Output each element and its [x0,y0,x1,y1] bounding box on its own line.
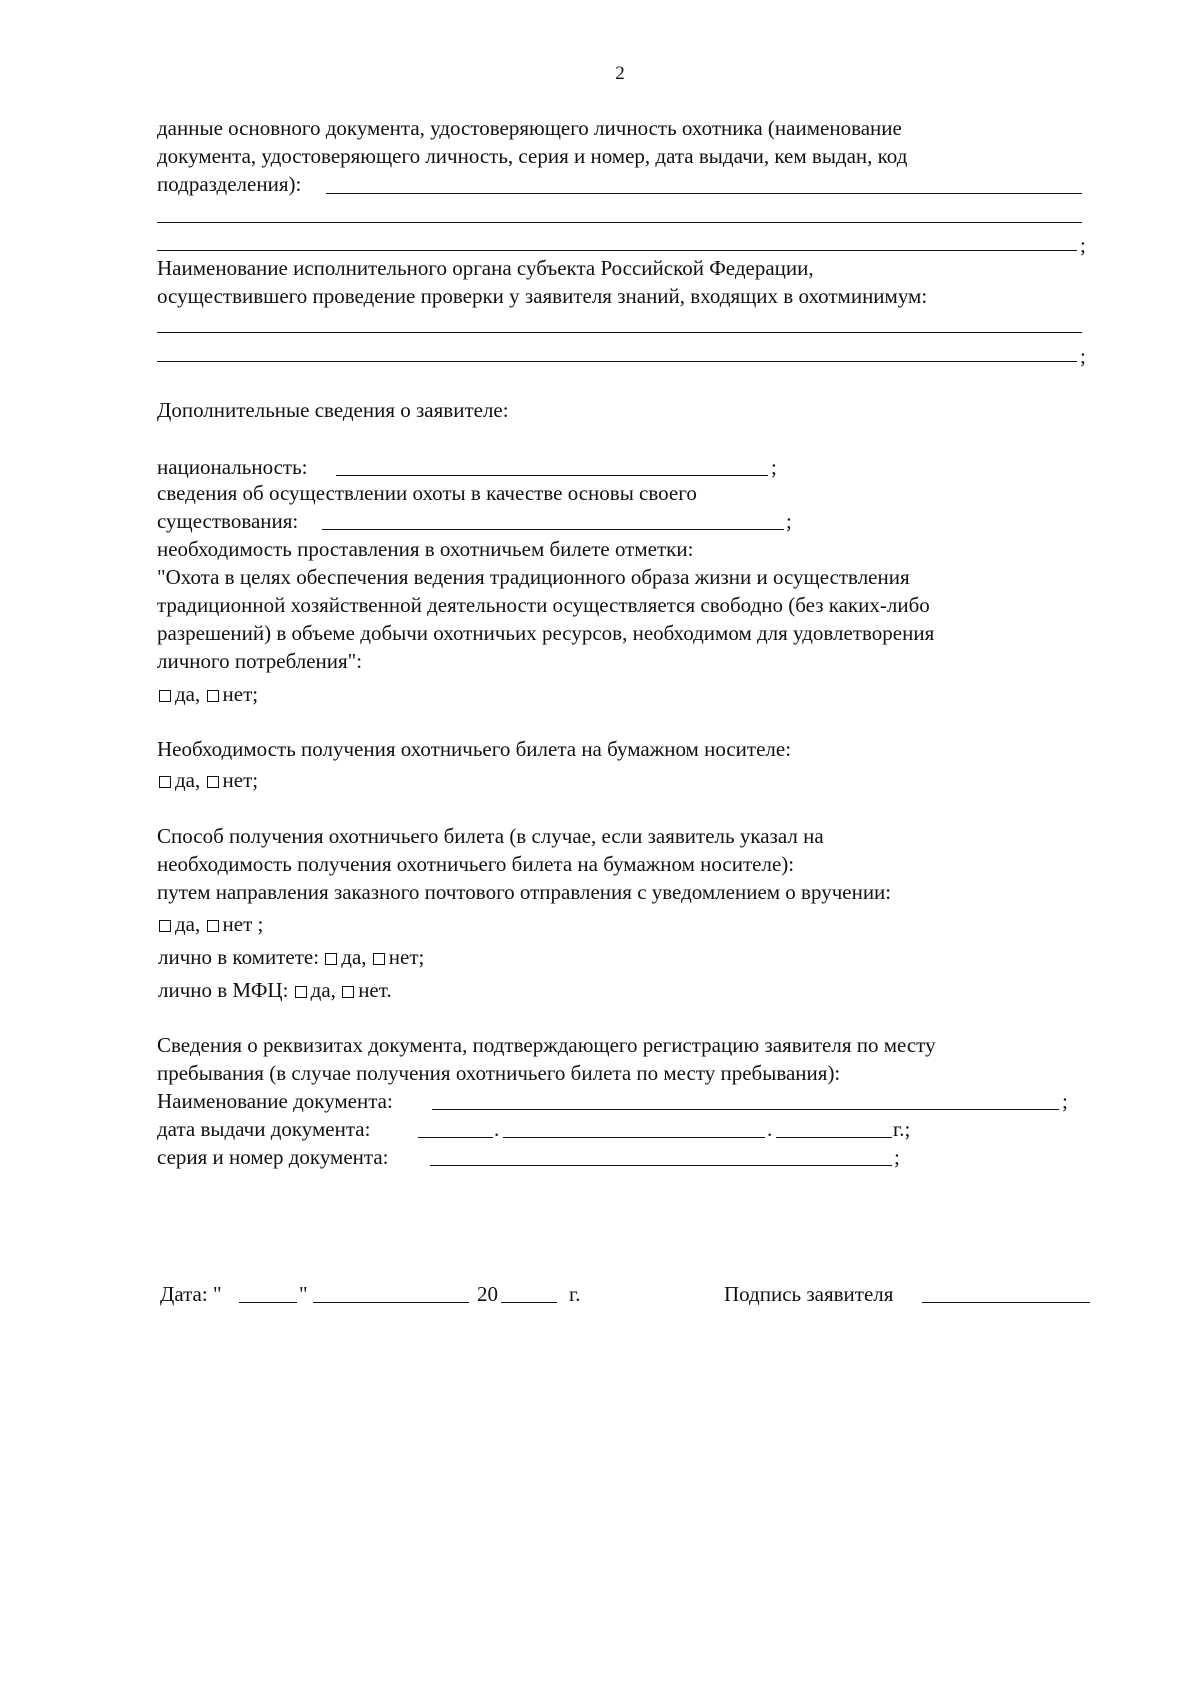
issue-year-fill[interactable] [776,1137,892,1138]
issue-day-fill[interactable] [418,1137,493,1138]
option-yes-label: да, [175,768,201,792]
date-month-fill[interactable] [313,1302,469,1303]
issue-year-suffix: г.; [893,1117,911,1141]
identity-text-line3: подразделения): [157,172,302,196]
organ-fill-line-1[interactable] [157,332,1082,333]
organ-fill-line-2[interactable] [157,361,1077,362]
quote-line2: традиционной хозяйственной деятельности осуществляется свободно (без каких-либо [157,593,930,617]
identity-fill-line-3[interactable] [157,250,1077,251]
checkbox-no[interactable] [207,690,219,702]
option-no-label: нет; [388,945,425,969]
option-no-label: нет ; [222,912,264,936]
identity-semicolon: ; [1080,233,1086,257]
quote-line1: "Охота в целях обеспечения ведения традиционного образа жизни и осуществления [157,565,910,589]
checkbox-yes[interactable] [295,986,307,998]
paper-ticket-label: Необходимость получения охотничьего билета на бумажном носителе: [157,737,792,761]
method-line3: путем направления заказного почтового отправления с уведомлением о вручении: [157,880,892,904]
organ-text-line2: осуществившего проведение проверки у заявителя знаний, входящих в охотминимум: [157,284,928,308]
option-no-label: нет; [222,682,259,706]
option-yes-label: да, [310,978,336,1002]
hunting-basis-line2: существования: [157,509,299,533]
nationality-semicolon: ; [771,455,777,479]
identity-fill-line-1[interactable] [326,193,1082,194]
quote-line4: личного потребления": [157,649,363,673]
option-yes-label: да, [175,912,201,936]
organ-semicolon: ; [1080,344,1086,368]
checkbox-yes[interactable] [159,776,171,788]
registration-line2: пребывания (в случае получения охотничьего билета по месту пребывания): [157,1061,841,1085]
mfc-options [158,976,392,1004]
date-day-fill[interactable] [239,1302,297,1303]
nationality-label: национальность: [157,455,308,479]
mail-options [158,910,263,938]
checkbox-no[interactable] [373,953,385,965]
quote-line3: разрешений) в объеме добычи охотничьих ресурсов, необходимом для удовлетворения [157,621,935,645]
nationality-fill-line[interactable] [336,475,768,476]
checkbox-yes[interactable] [325,953,337,965]
doc-name-semicolon: ; [1062,1089,1068,1113]
checkbox-yes[interactable] [159,690,171,702]
hunting-basis-fill-line[interactable] [322,529,784,530]
checkbox-no[interactable] [207,920,219,932]
registration-line1: Сведения о реквизитах документа, подтверждающего регистрацию заявителя по месту [157,1033,936,1057]
date-label: Дата: " [160,1282,222,1306]
checkbox-no[interactable] [342,986,354,998]
traditional-mark-options [158,680,258,708]
identity-text-line1: данные основного документа, удостоверяющего личность охотника (наименование [157,116,902,140]
committee-options [158,943,424,971]
issue-date-dot-2: . [767,1117,773,1141]
date-close-quote: " [299,1282,308,1306]
series-fill-line[interactable] [430,1165,892,1166]
option-no-label: нет; [222,768,259,792]
date-year-prefix: 20 [477,1282,498,1306]
checkbox-yes[interactable] [159,920,171,932]
date-year-suffix: г. [569,1282,581,1306]
option-no-label: нет. [358,978,392,1002]
series-semicolon: ; [894,1145,900,1169]
issue-date-dot-1: . [494,1117,500,1141]
page-number: 2 [615,63,625,84]
signature-fill-line[interactable] [922,1302,1090,1303]
identity-text-line2: документа, удостоверяющего личность, серия и номер, дата выдачи, кем выдан, код [157,144,908,168]
checkbox-no[interactable] [207,776,219,788]
method-line2: необходимость получения охотничьего билета на бумажном носителе): [157,852,795,876]
committee-label: лично в комитете: [158,945,320,969]
option-yes-label: да, [341,945,367,969]
issue-date-label: дата выдачи документа: [157,1117,371,1141]
issue-month-fill[interactable] [503,1137,765,1138]
identity-fill-line-2[interactable] [157,222,1082,223]
organ-text-line1: Наименование исполнительного органа субъекта Российской Федерации, [157,256,814,280]
mark-label: необходимость проставления в охотничьем билете отметки: [157,537,694,561]
series-label: серия и номер документа: [157,1145,389,1169]
date-year-fill[interactable] [501,1302,557,1303]
option-yes-label: да, [175,682,201,706]
additional-heading: Дополнительные сведения о заявителе: [157,398,509,422]
method-line1: Способ получения охотничьего билета (в случае, если заявитель указал на [157,824,824,848]
mfc-label: лично в МФЦ: [158,978,289,1002]
doc-name-fill-line[interactable] [432,1109,1059,1110]
hunting-basis-line1: сведения об осуществлении охоты в качестве основы своего [157,481,697,505]
hunting-basis-semicolon: ; [786,509,792,533]
signature-label: Подпись заявителя [724,1282,894,1306]
doc-name-label: Наименование документа: [157,1089,393,1113]
paper-ticket-options [158,766,258,794]
